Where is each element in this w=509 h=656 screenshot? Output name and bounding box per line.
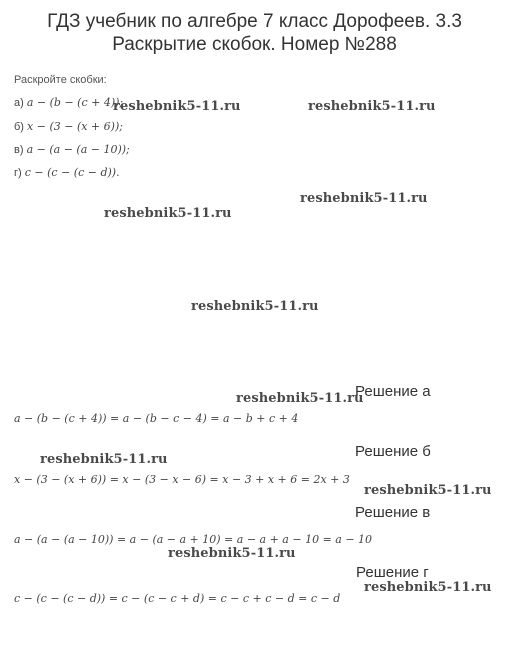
watermark-text: reshebnik5-11.ru [364, 580, 492, 595]
problem-intro: Раскройте скобки: [14, 74, 107, 86]
task-label: б) [14, 121, 24, 133]
watermark-text: reshebnik5-11.ru [113, 99, 241, 114]
page-title: ГДЗ учебник по алгебре 7 класс Дорофеев. 3.3 Раскрытие скобок. Номер №288 [47, 11, 462, 55]
task-item-b [14, 120, 123, 133]
watermark-text: reshebnik5-11.ru [40, 452, 168, 467]
solution-expression-a: a − (b − (c + 4)) = a − (b − c − 4) = a − b + c + 4 [14, 412, 299, 425]
watermark-text: reshebnik5-11.ru [236, 391, 364, 406]
solution-expression-d: c − (c − (c − d)) = c − (c − c + d) = c − c + c − d = c − d [14, 592, 341, 605]
watermark-text: reshebnik5-11.ru [104, 206, 232, 221]
task-label: а) [14, 97, 24, 109]
task-expression: a − (b − (c + 4)); [26, 96, 124, 109]
solution-expression-c: a − (a − (a − 10)) = a − (a − a + 10) = a − a + a − 10 = a − 10 [14, 533, 373, 546]
watermark-text: reshebnik5-11.ru [364, 483, 492, 498]
solution-heading-b: Решение б [355, 443, 431, 460]
solution-heading-c: Решение в [355, 504, 431, 521]
solution-expression-b: x − (3 − (x + 6)) = x − (3 − x − 6) = x − 3 + x + 6 = 2x + 3 [14, 473, 350, 486]
solution-heading-d: Решение г [356, 564, 429, 581]
watermark-text: reshebnik5-11.ru [308, 99, 436, 114]
task-expression: a − (a − (a − 10)); [26, 143, 130, 156]
task-expression: x − (3 − (x + 6)); [27, 120, 123, 133]
task-label: г) [14, 167, 22, 179]
task-item-c [14, 143, 130, 156]
solution-heading-a: Решение а [355, 383, 431, 400]
watermark-text: reshebnik5-11.ru [168, 546, 296, 561]
task-label: в) [14, 144, 24, 156]
task-expression: c − (c − (c − d)). [24, 166, 120, 179]
watermark-text: reshebnik5-11.ru [300, 191, 428, 206]
task-item-d [14, 166, 120, 179]
watermark-text: reshebnik5-11.ru [191, 299, 319, 314]
task-item-a [14, 96, 123, 109]
